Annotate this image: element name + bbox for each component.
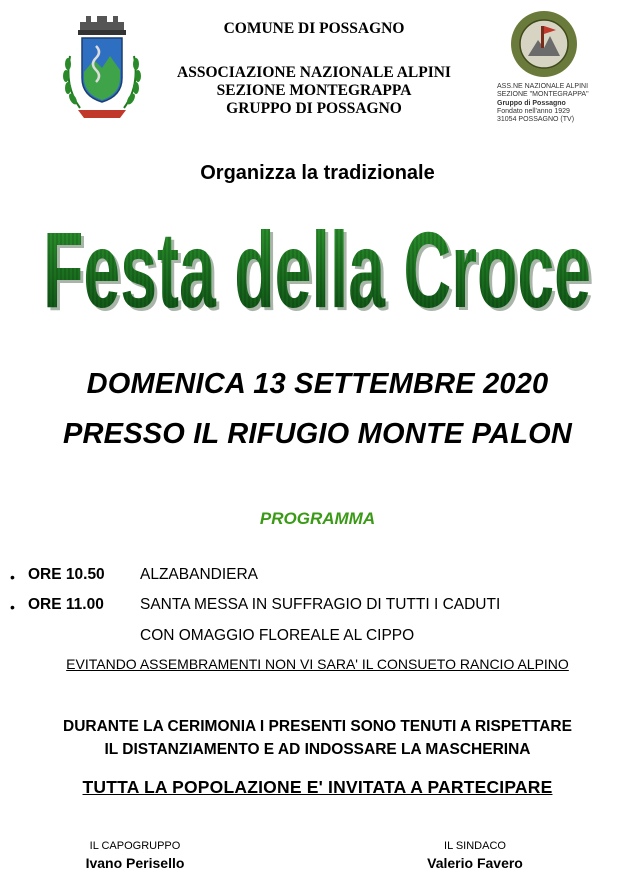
event-title-texture: Festa della Croce xyxy=(42,209,591,326)
intro-text: Organizza la tradizionale xyxy=(200,162,435,184)
municipality-name: COMUNE DI POSSAGNO xyxy=(223,20,405,37)
event-title xyxy=(0,206,635,326)
association-section: SEZIONE MONTEGRAPPA xyxy=(216,82,412,99)
bullet-icon: • xyxy=(10,599,15,615)
program-description: ALZABANDIERA xyxy=(140,566,259,583)
badge-line: Fondato nell'anno 1929 xyxy=(497,107,570,115)
badge-caption xyxy=(497,83,607,124)
signature-name: Valerio Favero xyxy=(427,855,523,871)
rules-line: IL DISTANZIAMENTO E AD INDOSSARE LA MASCHERINA xyxy=(104,741,531,758)
association-block xyxy=(150,64,478,118)
badge-line: SEZIONE "MONTEGRAPPA" xyxy=(497,91,589,99)
badge-line: Gruppo di Possagno xyxy=(497,99,566,107)
program-time: ORE 11.00 xyxy=(28,596,104,613)
program-notice: EVITANDO ASSEMBRAMENTI NON VI SARA' IL CONSUETO RANCIO ALPINO xyxy=(66,656,569,672)
invitation-text: TUTTA LA POPOLAZIONE E' INVITATA A PARTECIPARE xyxy=(82,777,553,797)
rules-line: DURANTE LA CERIMONIA I PRESENTI SONO TENUTI A RISPETTARE xyxy=(63,718,572,735)
program-description: SANTA MESSA IN SUFFRAGIO DI TUTTI I CADUTI xyxy=(140,596,501,613)
badge-line: 31054 POSSAGNO (TV) xyxy=(497,116,575,124)
event-title-text: Festa della Croce xyxy=(42,209,591,326)
bullet-icon: • xyxy=(10,569,15,585)
coat-of-arms-icon xyxy=(60,12,144,124)
signature-name: Ivano Perisello xyxy=(85,855,185,871)
event-date: DOMENICA 13 SETTEMBRE 2020 xyxy=(86,368,549,400)
event-location: PRESSO IL RIFUGIO MONTE PALON xyxy=(62,418,573,450)
program-heading: PROGRAMMA xyxy=(259,509,376,528)
program-time: ORE 10.50 xyxy=(28,566,105,583)
association-name: ASSOCIAZIONE NAZIONALE ALPINI xyxy=(177,64,451,81)
program-description-continuation: CON OMAGGIO FLOREALE AL CIPPO xyxy=(140,627,415,644)
signature-role: IL CAPOGRUPPO xyxy=(89,840,181,852)
signature-role: IL SINDACO xyxy=(444,840,506,852)
event-title-shadow: Festa della Croce xyxy=(46,213,595,326)
association-group: GRUPPO DI POSSAGNO xyxy=(226,100,402,117)
alpini-badge-icon xyxy=(510,10,578,78)
badge-line: ASS.NE NAZIONALE ALPINI xyxy=(497,83,589,90)
